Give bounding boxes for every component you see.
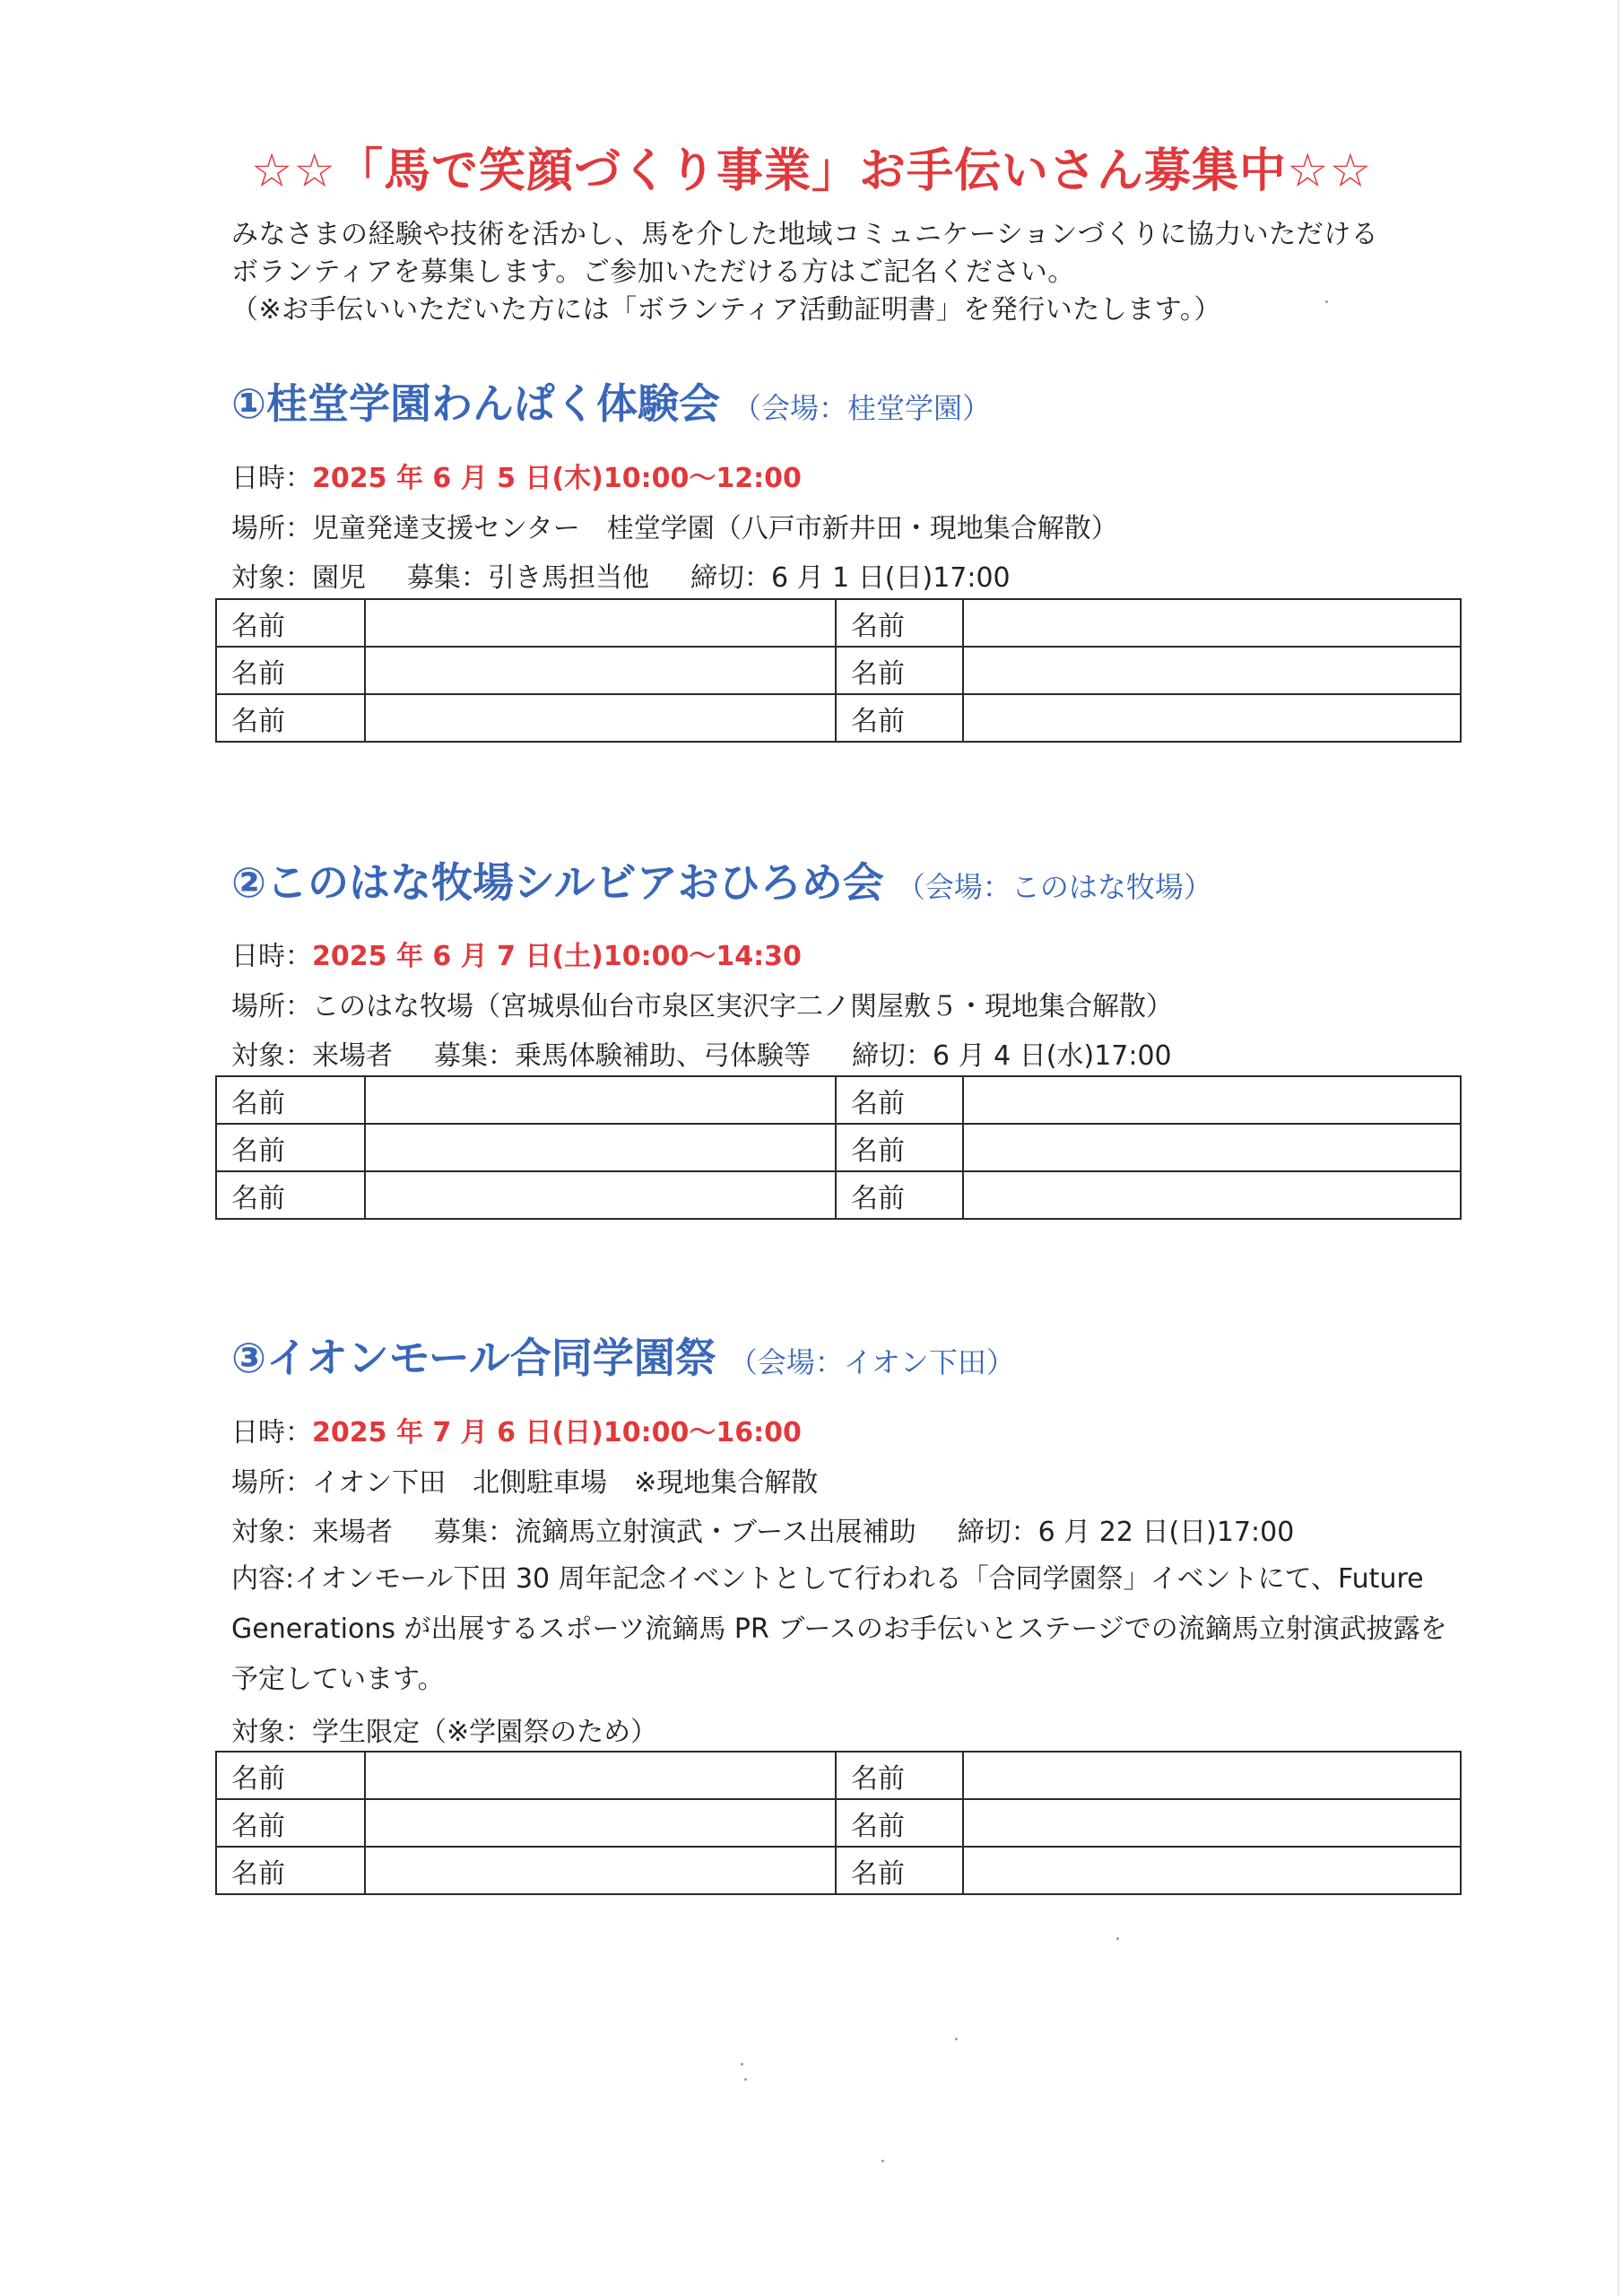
section-3-datetime: 2025 年 7 月 6 日(日)10:00〜16:00 (312, 1417, 802, 1448)
name-label: 名前 (216, 1171, 365, 1219)
datetime-label: 日時： (231, 463, 312, 494)
section-3-target-note-row (231, 1709, 657, 1749)
section-3-content-text: イオンモール下田 30 周年記念イベントとして行われる「合同学園祭」イベントにて、Future Generations が出展するスポーツ流鏑馬 PR ブースのお手伝いとステージでの流鏑馬立射演武披露を予定しています。 (231, 1563, 1447, 1695)
section-2-datetime: 2025 年 6 月 7 日(土)10:00〜14:30 (312, 941, 802, 972)
target-label: 対象： (231, 1040, 312, 1072)
name-label: 名前 (216, 599, 365, 647)
section-2-venue: （会場：このはな牧場） (896, 870, 1212, 904)
datetime-label: 日時： (231, 941, 312, 972)
section-3-venue: （会場：イオン下田） (728, 1345, 1015, 1379)
section-3-target-row (231, 1509, 1294, 1549)
section-3-name-table (215, 1751, 1462, 1895)
scan-speck (741, 2063, 743, 2066)
name-label: 名前 (836, 694, 963, 742)
recruit-label: 募集： (434, 1040, 515, 1072)
section-1-title: ①桂堂学園わんぱく体験会 (231, 379, 720, 428)
place-label: 場所： (231, 1467, 312, 1499)
table-row (216, 1847, 1461, 1894)
page-title: ☆☆「馬で笑顔づくり事業」お手伝いさん募集中☆☆ (250, 144, 1373, 198)
recruit-label: 募集： (407, 562, 488, 594)
content-label: 内容: (231, 1563, 295, 1595)
name-field[interactable] (963, 1752, 1461, 1799)
table-row (216, 599, 1461, 647)
section-3-recruit: 流鏑馬立射演武・ブース出展補助 (515, 1517, 916, 1548)
table-row (216, 647, 1461, 694)
name-field[interactable] (365, 1124, 836, 1171)
name-label: 名前 (836, 1076, 963, 1124)
name-field[interactable] (365, 1171, 836, 1219)
name-field[interactable] (963, 647, 1461, 694)
section-1-deadline: 6 月 1 日(日)17:00 (771, 562, 1011, 594)
section-2-name-table (215, 1075, 1462, 1220)
scan-speck (1325, 300, 1328, 303)
section-1-venue: （会場：桂堂学園） (732, 391, 991, 425)
intro-line-1: みなさまの経験や技術を活かし、馬を介した地域コミュニケーションづくりに協力いただける (231, 219, 1379, 250)
table-row (216, 1124, 1461, 1171)
section-2-datetime-row (231, 934, 802, 973)
section-1-heading (231, 371, 991, 430)
section-3-datetime-row (231, 1410, 802, 1449)
name-field[interactable] (963, 1799, 1461, 1847)
deadline-label: 締切： (852, 1040, 933, 1072)
name-label: 名前 (216, 1076, 365, 1124)
name-field[interactable] (963, 599, 1461, 647)
name-label: 名前 (216, 647, 365, 694)
section-2-deadline: 6 月 4 日(水)17:00 (933, 1040, 1172, 1072)
name-label: 名前 (836, 1124, 963, 1171)
name-label: 名前 (836, 1752, 963, 1799)
section-2-target-row (231, 1033, 1172, 1073)
section-1-target-row (231, 555, 1011, 595)
section-2-recruit: 乗馬体験補助、弓体験等 (515, 1040, 811, 1072)
intro-line-2: ボランティアを募集します。ご参加いただける方はご記名ください。 (231, 257, 1075, 288)
name-field[interactable] (963, 1076, 1461, 1124)
name-label: 名前 (216, 694, 365, 742)
section-2-title: ②このはな牧場シルビアおひろめ会 (231, 858, 884, 907)
name-label: 名前 (836, 599, 963, 647)
section-3-deadline: 6 月 22 日(日)17:00 (1037, 1517, 1295, 1548)
name-label: 名前 (216, 1847, 365, 1894)
name-field[interactable] (963, 1847, 1461, 1894)
name-field[interactable] (963, 694, 1461, 742)
section-1-recruit: 引き馬担当他 (488, 562, 649, 594)
section-3-place: イオン下田 北側駐車場 ※現地集合解散 (312, 1467, 819, 1499)
name-label: 名前 (216, 1799, 365, 1847)
intro-line-3: （※お手伝いいただいた方には「ボランティア活動証明書」を発行いたします。） (231, 294, 1221, 326)
deadline-label: 締切： (690, 562, 771, 594)
target-label: 対象： (231, 1517, 312, 1548)
name-label: 名前 (836, 1847, 963, 1894)
name-field[interactable] (365, 1799, 836, 1847)
section-3-heading (231, 1326, 1015, 1385)
table-row (216, 694, 1461, 742)
section-3-target: 来場者 (312, 1517, 393, 1548)
name-field[interactable] (365, 1752, 836, 1799)
table-row (216, 1171, 1461, 1219)
name-field[interactable] (963, 1171, 1461, 1219)
name-field[interactable] (963, 1124, 1461, 1171)
table-row (216, 1076, 1461, 1124)
name-label: 名前 (836, 1799, 963, 1847)
scan-speck (955, 2038, 958, 2040)
section-2-place: このはな牧場（宮城県仙台市泉区実沢字二ノ関屋敷５・現地集合解散） (312, 991, 1173, 1022)
place-label: 場所： (231, 991, 312, 1022)
name-field[interactable] (365, 1847, 836, 1894)
scan-speck (1116, 1937, 1119, 1940)
scan-speck (881, 2160, 884, 2162)
name-label: 名前 (836, 1171, 963, 1219)
section-3-target-note: 学生限定（※学園祭のため） (312, 1717, 658, 1748)
section-3-content (231, 1554, 1460, 1705)
section-2-heading (231, 850, 1212, 909)
section-1-target: 園児 (312, 562, 366, 594)
section-2-target: 来場者 (312, 1040, 393, 1072)
section-3-place-row (231, 1460, 818, 1500)
name-label: 名前 (216, 1124, 365, 1171)
recruit-label: 募集： (434, 1517, 515, 1548)
place-label: 場所： (231, 513, 312, 544)
section-1-datetime-row (231, 456, 802, 495)
section-1-place-row (231, 506, 1118, 545)
name-label: 名前 (836, 647, 963, 694)
section-1-datetime: 2025 年 6 月 5 日(木)10:00〜12:00 (312, 463, 802, 494)
section-1-name-table (215, 598, 1462, 743)
table-row (216, 1799, 1461, 1847)
scan-edge (1618, 0, 1619, 2296)
deadline-label: 締切： (957, 1517, 1038, 1548)
section-2-place-row (231, 984, 1173, 1023)
name-field[interactable] (365, 647, 836, 694)
name-field[interactable] (365, 1076, 836, 1124)
name-field[interactable] (365, 694, 836, 742)
target-label: 対象： (231, 562, 312, 594)
section-1-place: 児童発達支援センター 桂堂学園（八戸市新井田・現地集合解散） (312, 513, 1118, 544)
section-3-title: ③イオンモール合同学園祭 (231, 1334, 716, 1382)
name-label: 名前 (216, 1752, 365, 1799)
scan-speck (744, 2078, 747, 2081)
datetime-label: 日時： (231, 1417, 312, 1448)
target-label: 対象： (231, 1717, 312, 1748)
table-row (216, 1752, 1461, 1799)
name-field[interactable] (365, 599, 836, 647)
